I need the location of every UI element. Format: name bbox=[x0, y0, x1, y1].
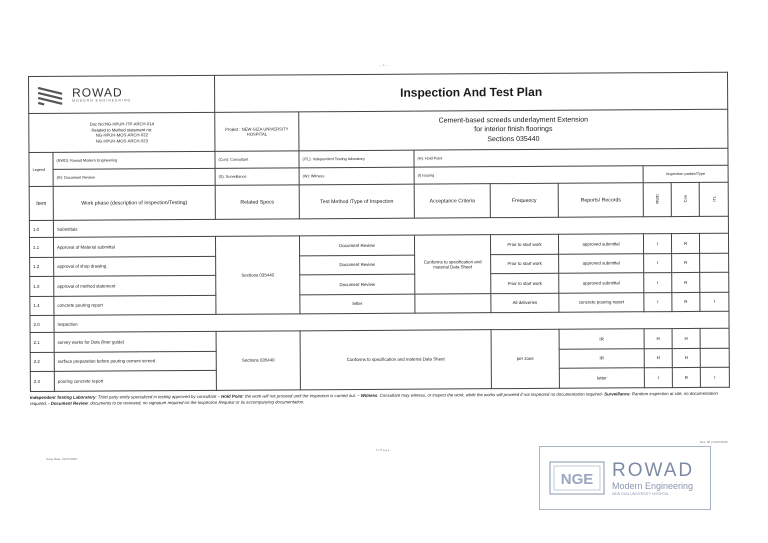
rwd-type: I bbox=[644, 368, 672, 388]
section-number: 2.0 bbox=[30, 315, 54, 332]
logo-cell bbox=[29, 75, 215, 113]
footnote-itl-text: : Third party entity specialized in testing approved by consultant – bbox=[95, 393, 220, 400]
svg-text:NGE: NGE bbox=[560, 471, 594, 488]
item-description: pouring concrete report bbox=[54, 370, 216, 390]
itl-type bbox=[699, 233, 728, 253]
footnote-surveillance-label: Surveillance bbox=[604, 390, 630, 396]
report: approved submittal bbox=[558, 234, 643, 254]
con-type: R bbox=[672, 367, 700, 387]
col-con bbox=[671, 182, 699, 216]
report: approved submittal bbox=[559, 273, 644, 293]
logo-subtitle: MODERN ENGINEERING bbox=[72, 97, 132, 103]
acceptance-criteria: Conforms to specification and material Data Sheet bbox=[414, 235, 490, 294]
con-type: H bbox=[672, 328, 700, 348]
item-description: survey works for Dots (liner guide) bbox=[54, 331, 216, 351]
legend-review: (R): Document Review bbox=[53, 168, 215, 186]
con-type: R bbox=[672, 272, 700, 292]
itl-type: I bbox=[700, 292, 729, 312]
item-description: Approval of Material submittal bbox=[53, 236, 215, 256]
stamp-company-name: ROWAD bbox=[612, 459, 695, 481]
doc-mos-1: NG-HPUH-MOS-ARCH-022 bbox=[95, 132, 148, 138]
col-item: Item bbox=[29, 186, 53, 220]
item-number: 1.1 bbox=[29, 237, 53, 257]
section-title: Inspection bbox=[54, 311, 729, 332]
legend-surveillance: (S): Surveillance bbox=[215, 168, 299, 186]
page-mark: — 1 — bbox=[379, 63, 389, 67]
itl-type bbox=[700, 253, 729, 273]
frequency: Prior to start work bbox=[490, 234, 558, 254]
rwd-type: I bbox=[644, 273, 672, 293]
footer-page-number: 1 | P a g e bbox=[376, 448, 390, 452]
footer-revision: Rev. 00 | 01/07/2025 bbox=[700, 440, 728, 444]
footnote bbox=[30, 390, 729, 407]
legend-itl: (ITL): Independent Testing laboratory bbox=[299, 150, 414, 168]
itp-sheet bbox=[28, 72, 729, 408]
item-description: concrete pouring report bbox=[54, 295, 216, 315]
con-type: R bbox=[672, 253, 700, 273]
legend-hold: (H): Hold Point bbox=[414, 148, 728, 167]
legend-rwd: (RWD): Rowad Modern Engineering bbox=[53, 151, 215, 169]
footnote-hold-label: Hold Point bbox=[221, 393, 243, 399]
test-method: Document Review bbox=[300, 274, 415, 294]
rwd-type: I bbox=[643, 234, 671, 254]
project-info bbox=[215, 112, 299, 152]
col-frequency: Frequency bbox=[490, 183, 558, 217]
col-specs: Related Specs bbox=[215, 185, 299, 220]
doc-mos-2: NG-HPUH-MOS-ARCH-023 bbox=[95, 137, 148, 144]
footnote-review-text: : documents to be reviewed, no signature required on the Inspection Request or its accompanying documentation. bbox=[87, 399, 305, 406]
project-line-1: Project : NEW GIZA UNIVERSITY bbox=[225, 125, 289, 132]
item-number: 1.4 bbox=[30, 296, 54, 316]
stamp-project: NEW GIZA UNIVERSITY HOSPITAL bbox=[612, 491, 670, 496]
legend-witness: (W): Witness bbox=[299, 167, 414, 185]
test-method: Document Review bbox=[299, 235, 414, 255]
footnote-hold-text: : the work will not proceed until the inspection is carried out. – bbox=[242, 392, 360, 399]
footnote-surveillance-text: : Random inspection at site, no documentation required. - bbox=[29, 390, 718, 406]
item-number: 2.3 bbox=[30, 371, 54, 391]
footnote-review-label: Document Review bbox=[50, 400, 88, 406]
section-title: Submittals bbox=[53, 216, 728, 237]
section-number: 1.0 bbox=[29, 220, 53, 237]
footnote-witness-label: Witness bbox=[360, 392, 378, 398]
doc-related: Related to Method statement no: bbox=[91, 126, 153, 133]
footer-issue-date: Issue Date: 01/07/2025 bbox=[46, 457, 78, 461]
frequency: All deliveries bbox=[491, 293, 559, 313]
doc-info bbox=[29, 112, 215, 152]
itl-type bbox=[700, 328, 729, 348]
logo-name: ROWAD bbox=[72, 84, 123, 100]
rwd-type: H bbox=[644, 329, 672, 349]
acceptance-criteria-empty bbox=[415, 293, 491, 313]
report: approved submittal bbox=[559, 253, 644, 273]
project-line-2: HOSPITAL bbox=[246, 131, 268, 137]
stamp-company-subtitle: Modern Engineering bbox=[612, 480, 694, 491]
related-specs: Sections 035440 bbox=[216, 331, 300, 390]
item-number: 2.1 bbox=[30, 332, 54, 352]
rwd-type: H bbox=[644, 348, 672, 368]
item-number: 1.3 bbox=[30, 276, 54, 296]
work-title bbox=[299, 109, 728, 151]
item-description: approval of method statement bbox=[54, 275, 216, 295]
test-method: letter bbox=[300, 294, 415, 314]
item-description: approval of shop drawing. bbox=[54, 256, 216, 276]
rwd-type: I bbox=[644, 292, 672, 312]
legend-issuing: (I) Issuing bbox=[414, 166, 643, 184]
con-type: R bbox=[672, 292, 700, 312]
con-type: H bbox=[672, 348, 700, 368]
itl-type bbox=[700, 348, 729, 368]
footnote-itl-label: Independent Testing Laboratory bbox=[29, 394, 96, 400]
col-itl-label: ITL bbox=[711, 195, 717, 202]
test-method: Conforms to specification and material Data Sheet bbox=[300, 330, 491, 390]
document-title: Inspection And Test Plan bbox=[214, 72, 727, 112]
col-criteria: Acceptance Criteria bbox=[414, 184, 490, 218]
work-title-line-2: for interior finish floorings bbox=[474, 126, 553, 134]
item-description: surface preparation before pouring cement screed bbox=[54, 351, 216, 371]
test-method: Document Review bbox=[300, 255, 415, 275]
legend-label: Legend bbox=[29, 152, 53, 186]
report: IR bbox=[559, 329, 644, 349]
footnote-witness-text: : Consultant may witness, or inspect the work, while the works will proceed if not inspected no documentation required- bbox=[377, 390, 603, 398]
col-work-phase: Work phase (description of inspection/Testing) bbox=[53, 185, 215, 220]
item-number: 2.2 bbox=[30, 352, 54, 372]
itp-table bbox=[28, 72, 730, 392]
itl-type bbox=[700, 272, 729, 292]
company-stamp bbox=[539, 446, 711, 510]
con-type: R bbox=[671, 233, 699, 253]
stamp-badge-icon bbox=[548, 456, 606, 500]
work-title-line-1: Cement-based screeds underlayment Extension bbox=[438, 116, 589, 125]
work-title-line-3: Sections 035440 bbox=[487, 135, 540, 143]
frequency: Prior to start work bbox=[491, 273, 559, 293]
col-rwd-label: RWD bbox=[654, 193, 660, 204]
report: concrete pouring report bbox=[559, 292, 644, 312]
frequency: Prior to start work bbox=[491, 254, 559, 274]
inspection-parties-header: Inspection parties/Type bbox=[643, 165, 728, 183]
itl-type: I bbox=[700, 367, 729, 387]
rowad-logo-icon bbox=[36, 84, 66, 106]
col-itl bbox=[699, 182, 728, 216]
frequency: per zone bbox=[491, 329, 559, 388]
col-method: Test Method /Type of Inspection bbox=[299, 184, 414, 219]
report: IR bbox=[559, 348, 644, 368]
col-rwd bbox=[643, 183, 671, 217]
col-con-label: Con bbox=[682, 194, 688, 203]
legend-con: (Con): Consultant bbox=[215, 151, 299, 169]
rwd-type: I bbox=[644, 253, 672, 273]
col-reports: Reports/ Records bbox=[558, 183, 643, 218]
related-specs: Sections 035440 bbox=[215, 236, 299, 315]
company-logo bbox=[32, 83, 211, 106]
report: letter bbox=[559, 368, 644, 388]
item-number: 1.2 bbox=[30, 257, 54, 277]
doc-number: Doc No:NG-HPUH-ITP-ARCH-014 bbox=[89, 121, 154, 127]
